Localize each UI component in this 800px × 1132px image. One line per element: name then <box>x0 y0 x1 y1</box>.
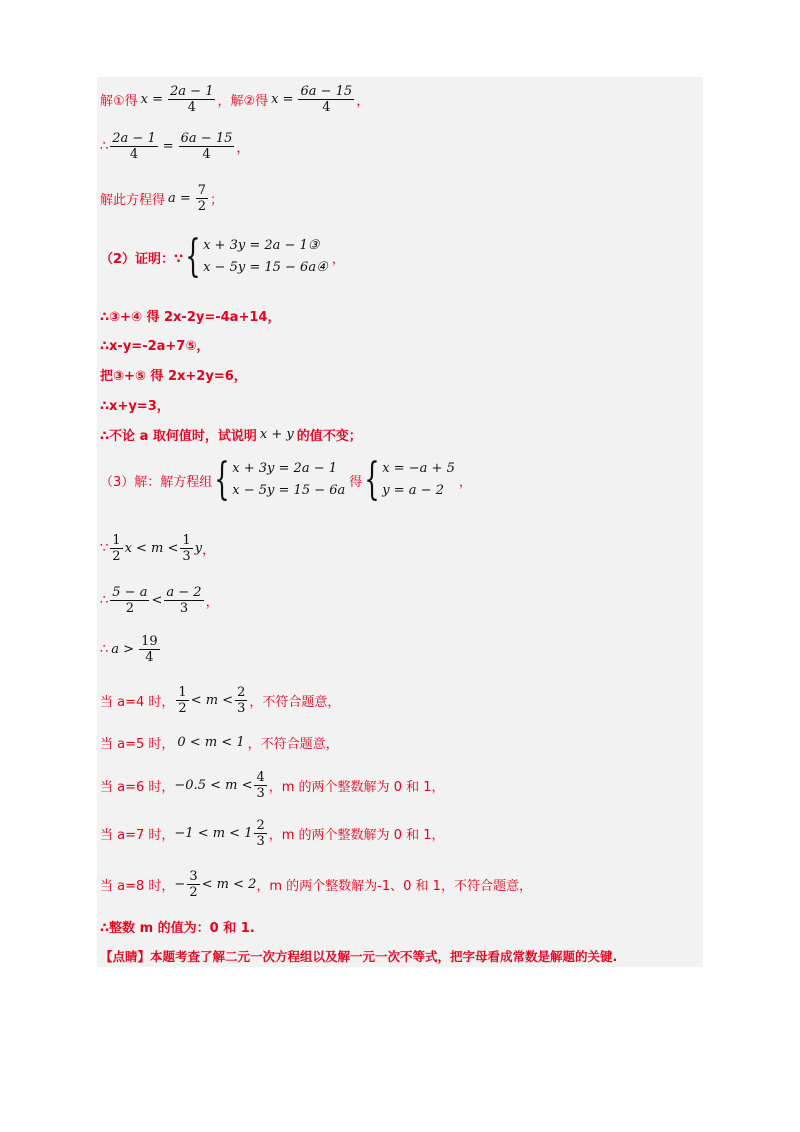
text-eq-5: ∴x-y=-2a+7⑤， <box>100 338 210 354</box>
math-inequality: −1 < m < 1 <box>174 825 253 841</box>
less-than: < <box>151 592 163 608</box>
math-a-gt: a > <box>111 641 135 657</box>
comma: ， <box>331 251 345 267</box>
solution-line-1 <box>100 79 369 119</box>
solution-line-13 <box>100 629 162 669</box>
comma: ， <box>205 594 219 610</box>
fraction-a-2-over-3: $\frac{a - 2}{3}$ <box>166 584 202 616</box>
math-inequality: x < m < <box>124 540 179 556</box>
text-when-a5: 当 a=5 时， <box>100 736 175 752</box>
text-solve-equation: 解此方程得 <box>100 192 166 208</box>
text-when-a6: 当 a=6 时， <box>100 779 175 795</box>
left-brace-2: { <box>364 454 380 505</box>
solution-line-16 <box>100 765 445 805</box>
equation-3: x + 3y = 2a − 1③ <box>203 238 320 253</box>
solution-line-3 <box>100 178 223 218</box>
text-comment: 【点睛】本题考查了解二元一次方程组以及解一元一次不等式，把字母看成常数是解题的关键. <box>100 949 618 964</box>
equation-row-2: x − 5y = 15 − 6a <box>232 483 346 498</box>
therefore-symbol: ∴ <box>100 592 109 608</box>
solution-line-9 <box>100 414 362 454</box>
fraction-1-over-2: $\frac{1}{2}$ <box>112 532 121 564</box>
fraction-4-over-3: $\frac{4}{3}$ <box>256 769 265 801</box>
fraction-19-over-4: $\frac{19}{4}$ <box>141 633 158 665</box>
math-x-plus-y: x + y <box>259 426 294 442</box>
fraction-left: $\frac{2a - 1}{4}$ <box>112 130 156 162</box>
solution-line-4 <box>100 229 345 285</box>
solution-line-17 <box>100 813 445 853</box>
solution-x: x = −a + 5 <box>382 461 455 476</box>
text-add-3-4: ∴③+④ 得 2x-2y=-4a+14， <box>100 309 281 325</box>
math-inequality: −0.5 < m < <box>174 777 253 793</box>
comma: ， <box>236 140 250 156</box>
therefore-symbol: ∴ <box>100 138 109 154</box>
fraction-right: $\frac{6a - 15}{4}$ <box>180 130 233 162</box>
text-three-solutions-not-fit: ，m 的两个整数解为-1、0 和 1，不符合题意， <box>256 878 532 894</box>
text-value-unchanged: 的值不变； <box>296 428 362 444</box>
left-brace: { <box>185 231 201 282</box>
text-x-plus-y: ∴x+y=3， <box>100 398 170 414</box>
text-two-integer-solutions: ，m 的两个整数解为 0 和 1， <box>268 779 445 795</box>
text-solve-2: ，解②得 <box>217 93 269 109</box>
fraction-2-over-3: $\frac{2}{3}$ <box>256 817 265 849</box>
solution-line-14 <box>100 680 340 720</box>
text-not-fit: ，不符合题意， <box>249 694 341 710</box>
equation-4: x − 5y = 15 − 6a④ <box>203 260 328 275</box>
math-y: y <box>194 540 203 556</box>
math-inequality: < m < 2 <box>201 876 257 892</box>
fraction-5-a-over-2: $\frac{5 - a}{2}$ <box>112 584 148 616</box>
fraction-6a-15-over-4: $\frac{6a - 15}{4}$ <box>300 83 353 115</box>
fraction-2-over-3: $\frac{2}{3}$ <box>237 684 246 716</box>
text-conclusion: ∴整数 m 的值为：0 和 1. <box>100 920 255 936</box>
comma: ， <box>356 93 370 109</box>
math-a-eq: a = <box>168 190 191 206</box>
text-when-a4: 当 a=4 时， <box>100 694 175 710</box>
semicolon: ； <box>210 192 224 208</box>
math-inequality: < m < <box>190 692 234 708</box>
solution-y: y = a − 2 <box>382 483 444 498</box>
fraction-2a-1-over-4: $\frac{2a - 1}{4}$ <box>170 83 214 115</box>
equals-sign: = <box>162 138 174 154</box>
therefore-symbol: ∴ <box>100 641 109 657</box>
fraction-7-over-2: $\frac{7}{2}$ <box>197 182 207 214</box>
math-x-eq: x = <box>140 91 164 107</box>
text-regardless: ∴不论 a 取何值时，试说明 <box>100 428 257 444</box>
text-add-3-5: 把③+⑤ 得 2x+2y=6， <box>100 368 247 384</box>
text-part3-solve: （3）解：解方程组 <box>100 474 213 490</box>
text-solve-1: 解①得 <box>100 93 138 109</box>
math-x-eq-2: x = <box>271 91 294 107</box>
solution-line-12 <box>100 580 219 620</box>
equation-system-solution <box>382 458 455 502</box>
fraction-1-over-3: $\frac{1}{3}$ <box>182 532 191 564</box>
text-when-a8: 当 a=8 时， <box>100 878 175 894</box>
solution-line-11 <box>100 528 215 568</box>
solution-line-18 <box>100 864 532 904</box>
fraction-3-over-2: $\frac{3}{2}$ <box>189 868 198 900</box>
equation-row-1: x + 3y = 2a − 1 <box>232 461 337 476</box>
comma: ， <box>202 542 216 558</box>
equation-system-original <box>232 458 345 502</box>
math-inequality: 0 < m < 1 <box>177 734 245 750</box>
equation-system-3-4 <box>203 235 328 279</box>
comment-line <box>100 936 617 976</box>
solution-line-10 <box>100 452 472 508</box>
minus-sign: − <box>174 876 186 892</box>
comma: ， <box>458 474 472 490</box>
text-two-integer-solutions: ，m 的两个整数解为 0 和 1， <box>268 827 445 843</box>
text-when-a7: 当 a=7 时， <box>100 827 175 843</box>
solution-line-15 <box>100 722 339 762</box>
text-proof-because: （2）证明：∵ <box>100 251 184 267</box>
left-brace: { <box>214 454 230 505</box>
text-get: 得 <box>349 474 363 490</box>
text-not-fit: ，不符合题意， <box>247 736 339 752</box>
because-symbol: ∵ <box>100 540 109 556</box>
solution-line-2 <box>100 126 249 166</box>
fraction-1-over-2: $\frac{1}{2}$ <box>178 684 187 716</box>
